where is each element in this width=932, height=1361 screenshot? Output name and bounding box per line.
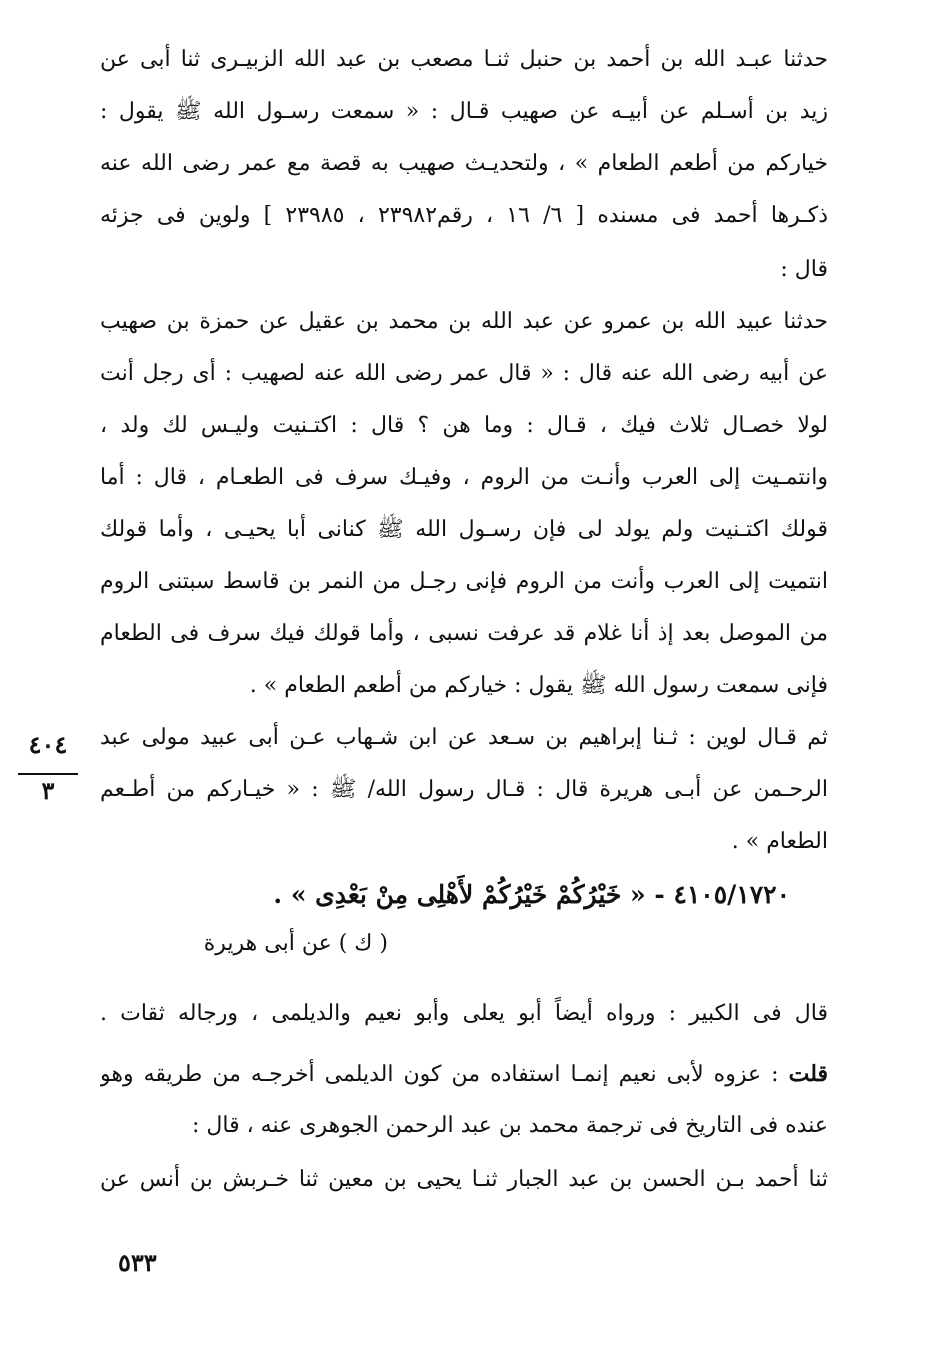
- text-line: من الموصل بعد إذ أنا غلام قد عرفت نسبى ، وأما قولك فيك سرف فى الطعام: [100, 621, 828, 646]
- text-line: [100, 1054, 828, 1094]
- hadith-heading: ٤١٠٥/١٧٢٠ - « خَيْرُكُمْ خَيْرُكُمْ لأَهْلِى مِنْ بَعْدِى » .: [273, 880, 790, 909]
- paragraph-3: [100, 718, 828, 868]
- margin-note-top: ٤٠٤: [28, 730, 68, 759]
- text-line: حدثنا عبيد الله بن عمرو عن عبد الله بن محمد بن عقيل عن حمزة بن صهيب: [100, 309, 828, 334]
- margin-divider: [18, 773, 78, 775]
- text-line: خياركم من أطعم الطعام » ، ولتحديـث صهيب به قصة مع عمر رضى الله عنه: [100, 151, 828, 176]
- paragraph-5: [100, 1054, 828, 1204]
- hadith-heading-block: [100, 870, 828, 920]
- text-line: فإنى سمعت رسول الله ﷺ يقول : خياركم من أطعم الطعام » .: [249, 673, 828, 698]
- source-attribution: ( ك ) عن أبى هريرة: [203, 931, 388, 956]
- paragraph-4: [100, 994, 828, 1038]
- text-line: قولك اكتـنيت ولم يولد لى فإن رسـول الله ﷺ كنانى أبا يحيـى ، وأما قولك: [100, 517, 828, 542]
- text-line: ثم قـال لوين : ثـنا إبراهيم بن سـعد عن ابن شـهاب عـن أبى عبيد مولى عبد: [100, 725, 828, 750]
- text-line: لولا خصـال ثلاث فيك ، قـال : وما هن ؟ قال : اكتـنيت وليـس لك ولد ،: [100, 413, 828, 438]
- text-line: ذكـرها أحمد فى مسنده [ ٦/ ١٦ ، رقم٢٣٩٨٢ ، ٢٣٩٨٥ ] ولوين فى جزئه: [100, 203, 828, 228]
- text-line: انتميت إلى العرب وأنت من الروم فإنى رجـل من النمر بن قاسط سبتنى الروم: [100, 569, 828, 594]
- text-line: قال فى الكبير : ورواه أيضاً أبو يعلى وأبو نعيم والديلمى ، ورجاله ثقات .: [100, 1001, 828, 1026]
- source-block: [100, 924, 828, 968]
- text-line: ثنا أحمد بـن الحسن بن عبد الجبار ثنـا يحيى بن معين ثنا خـربش بن أنس عن: [100, 1167, 828, 1192]
- margin-note-bottom: ٣: [41, 776, 55, 805]
- text-line: الرحـمن عن أبـى هريرة قال : قـال رسول الله/ ﷺ : « خيـاركم من أطـعم: [100, 777, 828, 802]
- text-line: عن أبيه رضى الله عنه قال : « قال عمر رضى الله عنه لصهيب : أى رجل أنت: [100, 361, 828, 386]
- text-line: عنده فى التاريخ فى ترجمة محمد بن عبد الرحمن الجوهرى عنه ، قال :: [191, 1113, 828, 1138]
- text-line: قال :: [780, 257, 828, 282]
- text-line: الطعام » .: [731, 829, 828, 854]
- note-text: : عزوه لأبى نعيم إنمـا استفاده من كون الديلمى أخرجـه من طريقه وهو: [100, 1062, 779, 1087]
- text-line: زيد بن أسـلم عن أبيـه عن صهيب قـال : « سمعت رسـول الله ﷺ يقول :: [100, 99, 828, 124]
- text-line: حدثنا عبـد الله بن أحمد بن حنبل ثنـا مصعب بن عبد الله الزبيـرى ثنا أبى عن: [100, 47, 828, 72]
- page-number: ٥٣٣: [118, 1248, 157, 1277]
- paragraph-1: [100, 40, 828, 290]
- paragraph-2: [100, 302, 828, 702]
- text-line: وانتمـيت إلى العرب وأنـت من الروم ، وفيـك سرف فى الطعـام ، قال : أما: [100, 465, 828, 490]
- note-label: قلت: [788, 1061, 828, 1087]
